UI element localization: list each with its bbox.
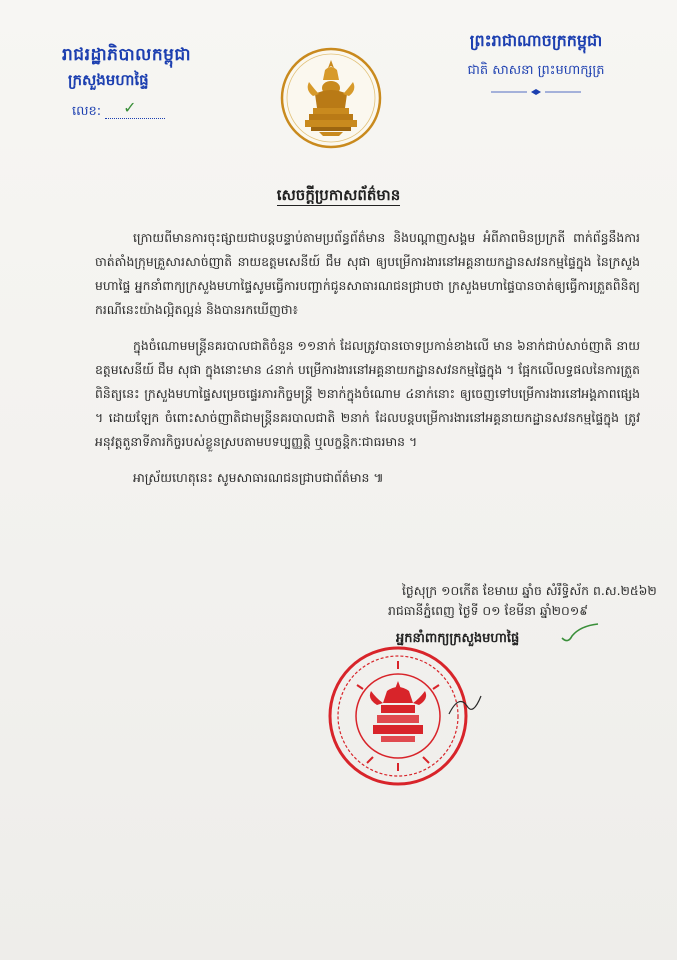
paragraph-intro: ក្រោយពីមានការចុះផ្សាយជាបន្តបន្ទាប់តាមប្រព័ន្ធព័ត៌មាន និងបណ្តាញសង្គម អំពីភាពមិនប្រក្រតី ពាក់ព័ន្ធនឹងការចាត់តាំងក្រុមគ្រួសារសាច់ញាតិ នាយឧត្តមសេនីយ៍ ជឹម សុផា ឲ្យបម្រើការងារនៅអគ្គនាយកដ្ឋានសវនកម្មផ្ទៃក្នុង នៃក្រសួងមហាផ្ទៃ អ្នកនាំពាក្យក្រសួងមហាផ្ទៃសូមធ្វើការបញ្ជាក់ជូនសាធារណជនជ្រាបថា ក្រសួងមហាផ្ទៃបានចាត់ឲ្យធ្វើការត្រួតពិនិត្យករណីនេះយ៉ាងល្អិតល្អន់ និងបានរកឃើញថា៖	[95, 230, 640, 317]
solar-date-location: រាជធានីភ្នំពេញ ថ្ងៃទី ០១ ខែមីនា ឆ្នាំ២០១៩	[388, 603, 588, 618]
reference-number	[72, 98, 262, 122]
government-name: រាជរដ្ឋាភិបាលកម្ពុជា	[62, 45, 192, 65]
handwritten-signature-icon	[445, 690, 485, 720]
reference-dotted-line	[105, 98, 165, 119]
signatory-title: អ្នកនាំពាក្យក្រសួងមហាផ្ទៃ	[396, 631, 520, 646]
checkmark-icon: ✓	[123, 98, 137, 117]
kingdom-name: ព្រះរាជាណាចក្រកម្ពុជា	[469, 31, 603, 50]
kingdom-header	[436, 30, 636, 100]
document-body	[95, 226, 640, 502]
ornament-divider-icon	[491, 88, 581, 96]
paragraph-closing: អាស្រ័យហេតុនេះ សូមសាធារណជនជ្រាបជាព័ត៌មាន ៕	[133, 470, 384, 485]
lunar-date: ថ្ងៃសុក្រ ១០កើត ខែមាឃ ឆ្នាំច សំរឹទ្ធិស័ក ព.ស.២៥៦២	[402, 583, 657, 598]
document-title: សេចក្តីប្រកាសព័ត៌មាន	[276, 186, 401, 204]
ministry-name: ក្រសួងមហាផ្ទៃ	[68, 71, 149, 89]
national-motto: ជាតិ សាសនា ព្រះមហាក្សត្រ	[467, 63, 605, 78]
paragraph-findings: ក្នុងចំណោមមន្ត្រីនគរបាលជាតិចំនួន ១១នាក់ ដែលត្រូវបានចោទប្រកាន់ខាងលើ មាន ៦នាក់ជាប់សាច់ញាតិ នាយឧត្តមសេនីយ៍ ជឹម សុផា ក្នុងនោះមាន ៤នាក់ បម្រើការងារនៅអគ្គនាយកដ្ឋានសវនកម្មផ្ទៃក្នុង ។ ផ្អែកលើលទ្ធផលនៃការត្រួតពិនិត្យនេះ ក្រសួងមហាផ្ទៃសម្រេចផ្ទេរភារកិច្ចមន្ត្រី ២នាក់ក្នុងចំណោម ៤នាក់នោះ ឲ្យចេញទៅបម្រើការងារនៅអង្គភាពផ្សេង ។ ដោយឡែក ចំពោះសាច់ញាតិជាមន្ត្រីនគរបាលជាតិ ២នាក់ ដែលបន្តបម្រើការងារនៅអគ្គនាយកដ្ឋានសវនកម្មផ្ទៃក្នុង ត្រូវអនុវត្តតួនាទីភារកិច្ចរបស់ខ្លួនស្របតាមបទប្បញ្ញត្តិ ឬលក្ខន្តិកៈជាធរមាន ។	[95, 338, 640, 449]
reference-label: លេខ:	[72, 104, 102, 119]
signature-mark-icon	[560, 622, 600, 646]
royal-emblem-icon	[279, 46, 383, 150]
ministry-header	[62, 44, 262, 122]
